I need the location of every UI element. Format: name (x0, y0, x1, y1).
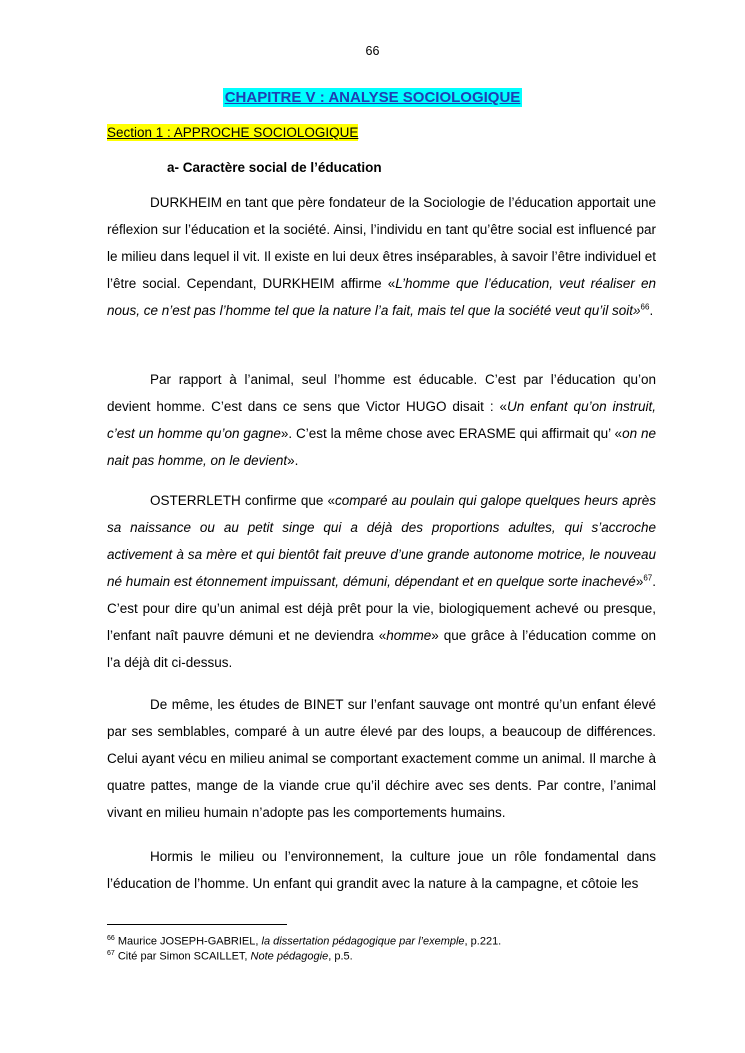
quote-italic: homme (386, 628, 432, 643)
paragraph-text: ». C’est la même chose avec ERASME qui affirmait qu’ « (280, 426, 623, 441)
footnote-ref: 66 (640, 302, 650, 312)
paragraph-4 (107, 691, 656, 826)
paragraph-3 (107, 487, 656, 676)
quote-italic: on ne nait pas homme, on le devient (107, 426, 656, 468)
paragraph-2 (107, 366, 656, 474)
footnote-number: 66 (107, 935, 115, 942)
footnote-title: Note pédagogie (250, 950, 329, 963)
footnote-67 (107, 947, 353, 964)
quote-italic: Un enfant qu’on instruit, c’est un homme qu’on gagne (107, 399, 656, 441)
section-title (107, 124, 358, 142)
paragraph-text: ». (287, 453, 299, 468)
footnote-divider (107, 924, 287, 925)
footnote-number: 67 (107, 950, 115, 957)
chapter-title (0, 89, 745, 107)
footnote-title: la dissertation pédagogique par l’exemple (261, 935, 465, 948)
footnote-text: Cité par Simon SCAILLET, (114, 950, 251, 963)
paragraph-text: OSTERRLETH confirme que « (150, 493, 335, 508)
subheading: a- Caractère social de l’éducation (167, 160, 382, 175)
quote-italic: comparé au poulain qui galope quelques heurs après sa naissance ou au petit singe qui a déjà des proportions adultes, qui s’accroche activement à sa mère et qui bientôt fait preuve d’une grande autonome motrice, le nouveau né humain est étonnement impuissant, démuni, dépendant et en quelque sorte inachevé (107, 493, 656, 589)
paragraph-text: » que grâce à l’éducation comme on l’a déjà dit ci-dessus. (107, 628, 656, 670)
footnote-ref: 67 (643, 573, 653, 583)
paragraph-1 (107, 189, 656, 324)
footnote-text: Maurice JOSEPH-GABRIEL, (114, 935, 262, 948)
paragraph-text: » (635, 574, 644, 589)
paragraph-text: . (649, 303, 654, 318)
paragraph-text: . C’est pour dire qu’un animal est déjà prêt pour la vie, biologiquement achevé ou presque, l’enfant naît pauvre démuni et ne deviendra « (107, 574, 656, 643)
paragraph-text: De même, les études de BINET sur l’enfant sauvage ont montré qu’un enfant élevé par ses semblables, comparé à un autre élevé par des loups, a beaucoup de différences. Celui ayant vécu en milieu animal se comportant exactement comme un animal. Il marche à quatre pattes, mange de la viande crue qu’il déchire avec ses dents. Par contre, l’animal vivant en milieu humain n’adopte pas les comportements humains. (107, 697, 656, 820)
footnote-text: , p.5. (328, 950, 353, 963)
footnote-text: , p.221. (464, 935, 502, 948)
paragraph-5 (107, 843, 656, 897)
quote-italic: L’homme que l’éducation, veut réaliser en nous, ce n’est pas l’homme tel que la nature l’a fait, mais tel que la société veut qu’il soit» (107, 276, 656, 318)
chapter-title-text: CHAPITRE V : ANALYSE SOCIOLOGIQUE (224, 89, 521, 106)
page-number: 66 (365, 44, 380, 58)
section-title-text: Section 1 : APPROCHE SOCIOLOGIQUE (107, 125, 359, 140)
paragraph-text: DURKHEIM en tant que père fondateur de la Sociologie de l’éducation apportait une réflexion sur l’éducation et la société. Ainsi, l’individu en tant qu’être social est influencé par le milieu dans lequel il vit. Il existe en lui deux êtres inséparables, à savoir l’être individuel et l’être social. Cependant, DURKHEIM affirme « (107, 195, 656, 291)
paragraph-text: Par rapport à l’animal, seul l’homme est éducable. C’est par l’éducation qu’on devient homme. C’est dans ce sens que Victor HUGO disait : « (107, 372, 656, 414)
paragraph-text: Hormis le milieu ou l’environnement, la culture joue un rôle fondamental dans l’éducation de l’homme. Un enfant qui grandit avec la nature à la campagne, et côtoie les (107, 849, 656, 891)
